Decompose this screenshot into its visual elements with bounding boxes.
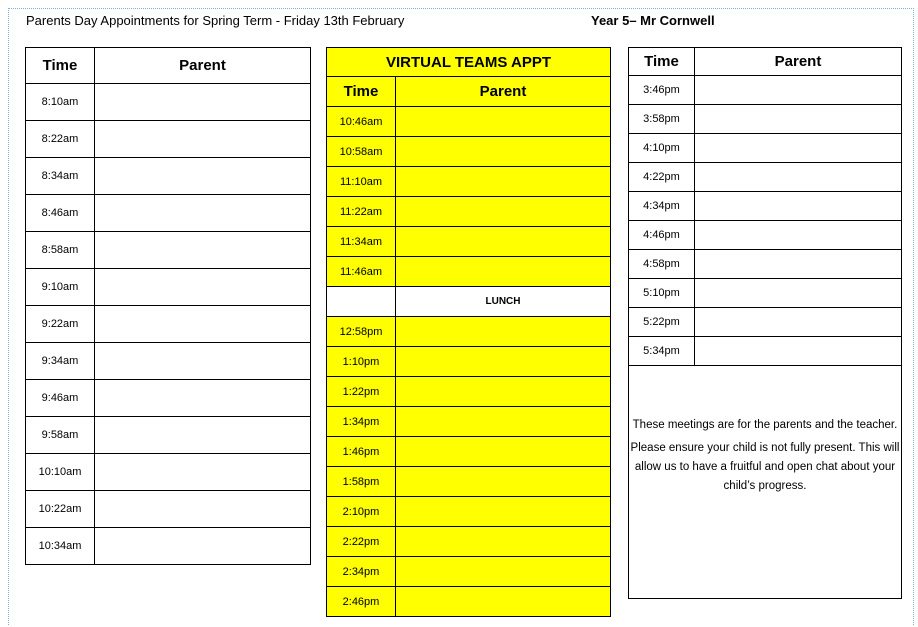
- parent-cell[interactable]: [396, 557, 611, 587]
- table-row: [26, 232, 311, 269]
- parent-cell[interactable]: [396, 317, 611, 347]
- slot-time: 2:10pm: [327, 497, 396, 527]
- virtual-teams-caption: VIRTUAL TEAMS APPT: [327, 48, 611, 77]
- parent-cell[interactable]: [695, 221, 902, 250]
- table-row: [26, 121, 311, 158]
- table-row: [327, 437, 611, 467]
- table-row: [327, 557, 611, 587]
- table-row: [629, 279, 902, 308]
- lunch-time-cell: [327, 287, 396, 317]
- slot-time: 8:34am: [26, 158, 95, 195]
- slot-time: 11:10am: [327, 167, 396, 197]
- table-row: [26, 195, 311, 232]
- slot-time: 4:10pm: [629, 134, 695, 163]
- parent-cell[interactable]: [95, 343, 311, 380]
- slot-time: 10:46am: [327, 107, 396, 137]
- slot-time: 1:34pm: [327, 407, 396, 437]
- slot-time: 5:34pm: [629, 337, 695, 366]
- table-row: [327, 587, 611, 617]
- parent-cell[interactable]: [396, 527, 611, 557]
- slot-time: 8:58am: [26, 232, 95, 269]
- slot-time: 4:58pm: [629, 250, 695, 279]
- slot-time: 5:10pm: [629, 279, 695, 308]
- header-row: [26, 48, 311, 84]
- table-row: [26, 158, 311, 195]
- table-row: [26, 528, 311, 565]
- parent-cell[interactable]: [695, 308, 902, 337]
- table-row: [629, 308, 902, 337]
- parent-cell[interactable]: [695, 134, 902, 163]
- parent-cell[interactable]: [95, 158, 311, 195]
- slot-time: 8:22am: [26, 121, 95, 158]
- lunch-row: [327, 287, 611, 317]
- table-row: [327, 257, 611, 287]
- parent-cell[interactable]: [396, 467, 611, 497]
- parent-cell[interactable]: [396, 227, 611, 257]
- table-row: [327, 197, 611, 227]
- class-label: Year 5– Mr Cornwell: [591, 13, 715, 28]
- parent-cell[interactable]: [396, 437, 611, 467]
- parent-cell[interactable]: [396, 137, 611, 167]
- parent-cell[interactable]: [95, 528, 311, 565]
- morning-schedule-table: [25, 47, 311, 565]
- table-row: [327, 227, 611, 257]
- parent-cell[interactable]: [95, 491, 311, 528]
- slot-time: 9:10am: [26, 269, 95, 306]
- parent-cell[interactable]: [695, 163, 902, 192]
- table-row: [327, 317, 611, 347]
- table-row: [629, 76, 902, 105]
- parent-cell[interactable]: [396, 377, 611, 407]
- slot-time: 8:46am: [26, 195, 95, 232]
- parent-cell[interactable]: [95, 232, 311, 269]
- table-row: [26, 269, 311, 306]
- caption-row: [327, 48, 611, 77]
- slot-time: 2:46pm: [327, 587, 396, 617]
- table-row: [629, 250, 902, 279]
- parent-cell[interactable]: [95, 306, 311, 343]
- slot-time: 2:34pm: [327, 557, 396, 587]
- parent-cell[interactable]: [695, 192, 902, 221]
- parent-cell[interactable]: [695, 337, 902, 366]
- parent-header: Parent: [95, 48, 311, 84]
- parent-cell[interactable]: [396, 347, 611, 377]
- slot-time: 1:10pm: [327, 347, 396, 377]
- slot-time: 10:34am: [26, 528, 95, 565]
- table-row: [26, 306, 311, 343]
- parent-header: Parent: [695, 48, 902, 76]
- table-row: [26, 491, 311, 528]
- slot-time: 9:34am: [26, 343, 95, 380]
- parent-cell[interactable]: [95, 269, 311, 306]
- parent-cell[interactable]: [95, 121, 311, 158]
- table-row: [327, 107, 611, 137]
- parent-header: Parent: [396, 77, 611, 107]
- lunch-label: LUNCH: [396, 287, 611, 317]
- table-row: [327, 347, 611, 377]
- parent-cell[interactable]: [396, 587, 611, 617]
- table-row: [26, 454, 311, 491]
- header-row: [327, 77, 611, 107]
- parent-cell[interactable]: [95, 380, 311, 417]
- virtual-slots: [327, 107, 611, 617]
- notes-box: [628, 365, 902, 599]
- parent-cell[interactable]: [396, 197, 611, 227]
- parent-cell[interactable]: [396, 497, 611, 527]
- note-child-presence: Please ensure your child is not fully present. This will allow us to have a fruitful and open chat about your child’s progress.: [630, 442, 900, 492]
- afternoon-schedule-table: [628, 47, 902, 366]
- parent-cell[interactable]: [695, 105, 902, 134]
- parent-cell[interactable]: [396, 257, 611, 287]
- parent-cell[interactable]: [695, 279, 902, 308]
- table-row: [629, 221, 902, 250]
- time-header: Time: [327, 77, 396, 107]
- table-row: [26, 417, 311, 454]
- slot-time: 3:58pm: [629, 105, 695, 134]
- slot-time: 11:46am: [327, 257, 396, 287]
- slot-time: 12:58pm: [327, 317, 396, 347]
- slot-time: 9:22am: [26, 306, 95, 343]
- slot-time: 8:10am: [26, 84, 95, 121]
- parent-cell[interactable]: [396, 167, 611, 197]
- table-row: [26, 343, 311, 380]
- note-meetings: These meetings are for the parents and the teacher.: [632, 419, 898, 431]
- slot-time: 4:46pm: [629, 221, 695, 250]
- table-row: [629, 105, 902, 134]
- table-row: [327, 377, 611, 407]
- morning-slots: [26, 84, 311, 565]
- parent-cell[interactable]: [95, 84, 311, 121]
- table-row: [26, 380, 311, 417]
- table-row: [26, 84, 311, 121]
- parent-cell[interactable]: [695, 76, 902, 105]
- slot-time: 11:22am: [327, 197, 396, 227]
- table-row: [327, 137, 611, 167]
- table-row: [327, 167, 611, 197]
- table-row: [629, 337, 902, 366]
- slot-time: 9:58am: [26, 417, 95, 454]
- slot-time: 2:22pm: [327, 527, 396, 557]
- slot-time: 5:22pm: [629, 308, 695, 337]
- slot-time: 10:10am: [26, 454, 95, 491]
- virtual-teams-table: [326, 47, 611, 617]
- slot-time: 1:46pm: [327, 437, 396, 467]
- parent-cell[interactable]: [695, 250, 902, 279]
- slot-time: 1:22pm: [327, 377, 396, 407]
- slot-time: 3:46pm: [629, 76, 695, 105]
- parent-cell[interactable]: [95, 195, 311, 232]
- table-row: [327, 407, 611, 437]
- table-row: [629, 192, 902, 221]
- slot-time: 4:22pm: [629, 163, 695, 192]
- slot-time: 9:46am: [26, 380, 95, 417]
- table-row: [629, 163, 902, 192]
- slot-time: 1:58pm: [327, 467, 396, 497]
- parent-cell[interactable]: [396, 407, 611, 437]
- time-header: Time: [629, 48, 695, 76]
- table-row: [629, 134, 902, 163]
- time-header: Time: [26, 48, 95, 84]
- slot-time: 4:34pm: [629, 192, 695, 221]
- afternoon-slots: [629, 76, 902, 366]
- page-title: Parents Day Appointments for Spring Term - Friday 13th February: [26, 13, 405, 28]
- header-row: [629, 48, 902, 76]
- parent-cell[interactable]: [95, 454, 311, 491]
- slot-time: 10:22am: [26, 491, 95, 528]
- table-row: [327, 467, 611, 497]
- parent-cell[interactable]: [95, 417, 311, 454]
- slot-time: 10:58am: [327, 137, 396, 167]
- table-row: [327, 497, 611, 527]
- table-row: [327, 527, 611, 557]
- parent-cell[interactable]: [396, 107, 611, 137]
- slot-time: 11:34am: [327, 227, 396, 257]
